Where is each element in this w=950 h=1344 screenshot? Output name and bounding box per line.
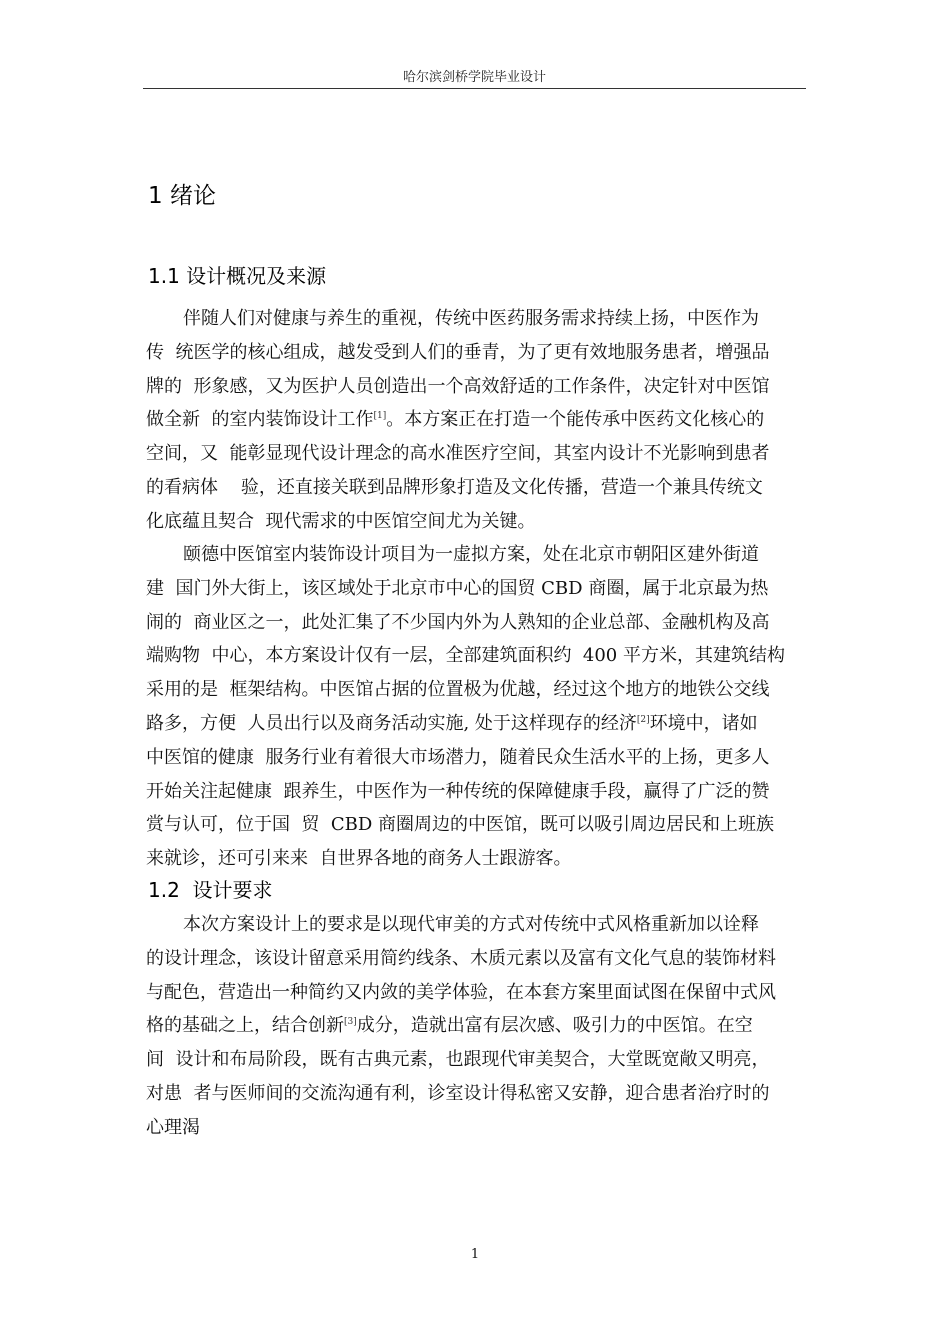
line-text: 做全新 的室内装饰设计工作 [146, 409, 374, 431]
paragraph-line [146, 1111, 816, 1145]
paragraph-line [146, 1077, 816, 1111]
line-text: 。本方案正在打造一个能传承中医药文化核心的 [386, 409, 765, 431]
chapter-heading: 1 绪论 [148, 183, 216, 209]
line-text: 心理渴 [146, 1116, 200, 1138]
paragraph-line [146, 505, 816, 539]
paragraph-line [146, 336, 816, 370]
paragraph [146, 302, 816, 539]
paragraph-line [146, 471, 816, 505]
line-text: 牌的 形象感，又为医护人员创造出一个高效舒适的工作条件，决定针对中医馆 [146, 375, 770, 397]
paragraph-line [146, 775, 816, 809]
line-text: 的设计理念，该设计留意采用简约线条、木质元素以及富有文化气息的装饰材料 [146, 947, 776, 969]
line-text: 的看病体 验，还直接关联到品牌形象打造及文化传播，营造一个兼具传统文 [146, 476, 763, 498]
paragraph-line [146, 942, 816, 976]
line-text: 间 设计和布局阶段，既有古典元素，也跟现代审美契合，大堂既宽敞又明亮， [146, 1049, 770, 1071]
header-divider [143, 88, 806, 89]
line-text: 来就诊，还可引来来 自世界各地的商务人士跟游客。 [146, 848, 572, 870]
line-text: 化底蕴且契合 现代需求的中医馆空间尤为关键。 [146, 510, 536, 532]
paragraph-line [146, 572, 816, 606]
paragraph-line [146, 1009, 816, 1043]
paragraph-line [146, 707, 816, 741]
line-text: 伴随人们对健康与养生的重视，传统中医药服务需求持续上扬，中医作为 [183, 308, 759, 329]
line-text: 开始关注起健康 跟养生，中医作为一种传统的保障健康手段，赢得了广泛的赞 [146, 780, 770, 802]
paragraph [146, 538, 816, 876]
line-text: 空间，又 能彰显现代设计理念的高水准医疗空间，其室内设计不光影响到患者 [146, 443, 770, 465]
paragraph-line [146, 606, 816, 640]
line-text: 环境中，诸如 [649, 712, 758, 734]
paragraph-line [146, 842, 816, 876]
paragraph-line [146, 673, 816, 707]
paragraph-line [146, 403, 816, 437]
paragraph-line [146, 370, 816, 404]
line-text: 与配色，营造出一种简约又内敛的美学体验，在本套方案里面试图在保留中式风 [146, 981, 776, 1003]
line-text: 端购物 中心，本方案设计仅有一层，全部建筑面积约 400 平方米，其建筑结构 [146, 645, 785, 667]
citation-ref: [3] [344, 1017, 357, 1028]
page-number: 1 [470, 1247, 480, 1262]
line-text: 成分，造就出富有层次感、吸引力的中医馆。在空 [356, 1015, 753, 1037]
line-text: 中医馆的健康 服务行业有着很大市场潜力，随着民众生活水平的上扬，更多人 [146, 746, 770, 768]
paragraph-line [146, 639, 816, 673]
citation-ref: [2] [636, 714, 650, 725]
page-header-title: 哈尔滨剑桥学院毕业设计 [402, 70, 546, 85]
paragraph-line [146, 976, 816, 1010]
line-text: 闹的 商业区之一，此处汇集了不少国内外为人熟知的企业总部、金融机构及高 [146, 611, 770, 633]
section-heading-1-1: 1.1 设计概况及来源 [148, 264, 327, 288]
line-text: 对患 者与医师间的交流沟通有利，诊室设计得私密又安静，迎合患者治疗时的 [146, 1082, 770, 1104]
paragraph-line [146, 437, 816, 471]
line-text: 采用的是 框架结构。中医馆占据的位置极为优越，经过这个地方的地铁公交线 [146, 679, 770, 701]
paragraph-line [146, 538, 816, 572]
paragraph-line [146, 741, 816, 775]
line-text: 颐德中医馆室内装饰设计项目为一虚拟方案，处在北京市朝阳区建外街道 [183, 544, 759, 565]
citation-ref: [1] [373, 411, 387, 422]
paragraph-line [146, 1043, 816, 1077]
section-heading-1-2: 1.2 设计要求 [148, 878, 273, 902]
line-text: 本次方案设计上的要求是以现代审美的方式对传统中式风格重新加以诠释 [183, 914, 759, 935]
paragraph [146, 908, 816, 1145]
line-text: 建 国门外大街上，该区域处于北京市中心的国贸 CBD 商圈，属于北京最为热 [146, 577, 769, 599]
line-text: 赏与认可，位于国 贸 CBD 商圈周边的中医馆，既可以吸引周边居民和上班族 [146, 814, 775, 836]
line-text: 路多，方便 人员出行以及商务活动实施, 处于这样现存的经济 [146, 712, 637, 734]
line-text: 格的基础之上，结合创新 [146, 1015, 344, 1037]
paragraph-line [146, 908, 816, 942]
paragraph-line [146, 302, 816, 336]
paragraph-line [146, 808, 816, 842]
line-text: 传 统医学的核心组成，越发受到人们的垂青，为了更有效地服务患者，增强品 [146, 341, 770, 363]
